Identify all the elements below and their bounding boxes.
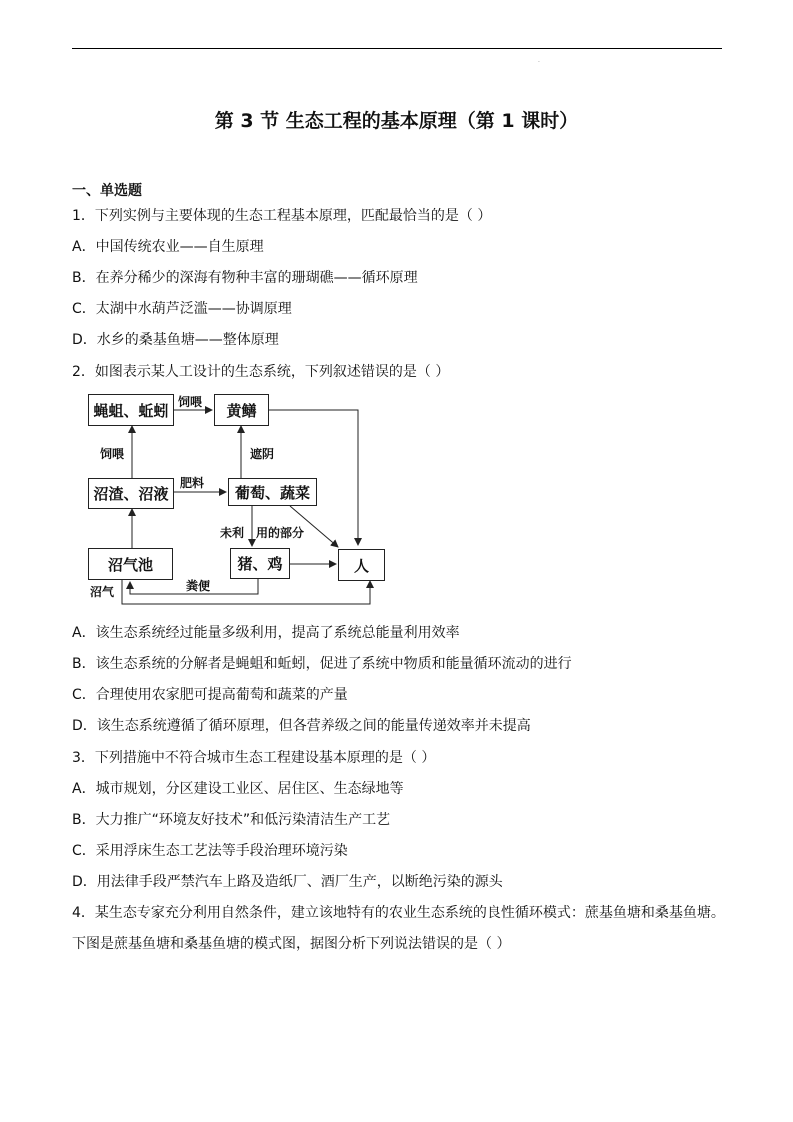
q2-option-c: C．合理使用农家肥可提高葡萄和蔬菜的产量: [72, 687, 348, 703]
ecosystem-diagram: [82, 386, 402, 611]
q2-stem: 2．如图表示某人工设计的生态系统，下列叙述错误的是（ ）: [72, 364, 450, 380]
q2-option-b: B．该生态系统的分解者是蝇蛆和蚯蚓，促进了系统中物质和能量循环流动的进行: [72, 656, 572, 672]
node-eel: 黄鳝: [214, 394, 269, 426]
label-feed-top: 饲喂: [178, 395, 203, 409]
node-biogas-pit: 沼气池: [88, 548, 173, 580]
label-fertilizer: 肥料: [180, 476, 205, 490]
header-rule: [72, 48, 722, 49]
label-unused-1: 未利: [220, 526, 245, 540]
q3-option-d: D．用法律手段严禁汽车上路及造纸厂、酒厂生产，以断绝污染的源头: [72, 874, 503, 890]
node-biogas-residue: 沼渣、沼液: [88, 478, 174, 509]
header-dot: .: [538, 57, 540, 64]
q1-stem: 1．下列实例与主要体现的生态工程基本原理，匹配最恰当的是（ ）: [72, 208, 492, 224]
q3-stem: 3．下列措施中不符合城市生态工程建设基本原理的是（ ）: [72, 750, 436, 766]
q1-option-b: B．在养分稀少的深海有物种丰富的珊瑚礁——循环原理: [72, 270, 418, 286]
label-shade: 遮阴: [250, 447, 275, 461]
q3-option-b: B．大力推广“环境友好技术”和低污染清洁生产工艺: [72, 812, 391, 828]
q3-option-c: C．采用浮床生态工艺法等手段治理环境污染: [72, 843, 348, 859]
arrow-biogas: [122, 580, 370, 604]
q1-option-d: D．水乡的桑基鱼塘——整体原理: [72, 332, 279, 348]
label-biogas: 沼气: [90, 585, 115, 599]
q1-option-c: C．太湖中水葫芦泛滥——协调原理: [72, 301, 292, 317]
node-maggots-earthworms: 蝇蛆、蚯蚓: [88, 394, 174, 426]
q4-stem-line1: 4．某生态专家充分利用自然条件，建立该地特有的农业生态系统的良性循环模式：蔗基鱼塘和桑基鱼塘。: [72, 905, 725, 921]
q3-option-a: A．城市规划，分区建设工业区、居住区、生态绿地等: [72, 781, 404, 797]
section-heading: 一、单选题: [72, 183, 142, 199]
label-feed-left: 饲喂: [100, 447, 125, 461]
q1-option-a: A．中国传统农业——自生原理: [72, 239, 264, 255]
label-manure: 粪便: [186, 579, 211, 593]
page-title: 第 3 节 生态工程的基本原理（第 1 课时）: [214, 110, 579, 132]
label-unused-2: 用的部分: [256, 526, 305, 540]
q4-stem-line2: 下图是蔗基鱼塘和桑基鱼塘的模式图，据图分析下列说法错误的是（ ）: [72, 936, 511, 952]
node-human: 人: [338, 549, 385, 581]
q2-option-a: A．该生态系统经过能量多级利用，提高了系统总能量利用效率: [72, 625, 460, 641]
node-pigs-chickens: 猪、鸡: [230, 548, 290, 579]
node-grapes-vegetables: 葡萄、蔬菜: [228, 478, 317, 506]
q2-option-d: D．该生态系统遵循了循环原理，但各营养级之间的能量传递效率并未提高: [72, 718, 531, 734]
